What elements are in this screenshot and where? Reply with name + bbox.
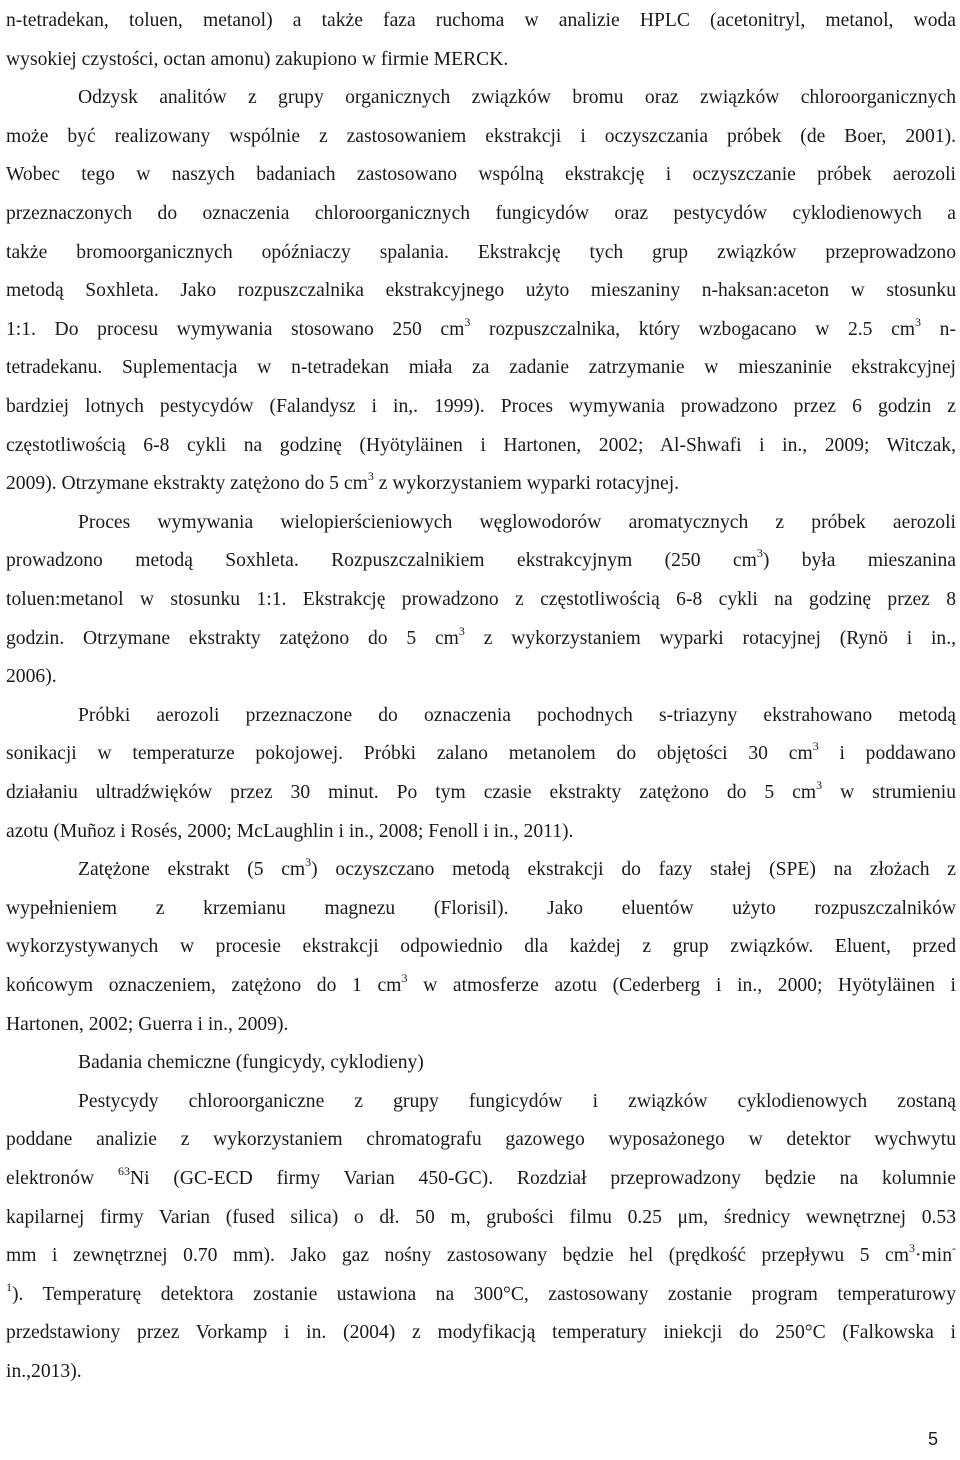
text-line xyxy=(6,928,956,967)
text-segment: Ni (GC-ECD firmy Varian 450-GC). Rozdział przeprowadzony będzie na kolumnie xyxy=(129,1168,956,1189)
text-line xyxy=(6,118,956,157)
text-segment: metodą Soxhleta. Jako rozpuszczalnika ekstrakcyjnego użyto mieszaniny n-haksan:aceton w stosunku xyxy=(6,280,956,302)
text-segment: ) oczyszczano metodą ekstrakcji do fazy stałej (SPE) na złożach z xyxy=(311,859,956,881)
text-segment: rozpuszczalnika, który wzbogacano w 2.5 cm xyxy=(470,318,916,340)
superscript: 3 xyxy=(464,314,471,329)
text-line xyxy=(6,620,956,659)
text-segment: 2009). Otrzymane ekstrakty zatężono do 5 cm xyxy=(6,473,368,495)
text-segment: tetradekanu. Suplementacja w n-tetradekan miała za zadanie zatrzymanie w mieszaninie ekstrakcyjnej xyxy=(6,357,956,379)
text-line xyxy=(6,581,956,620)
text-line xyxy=(6,311,956,350)
text-segment: in.,2013). xyxy=(6,1361,82,1382)
text-line xyxy=(6,1237,956,1276)
text-line xyxy=(6,658,956,697)
text-segment: godzin. Otrzymane ekstrakty zatężono do 5 cm xyxy=(6,627,459,649)
superscript: 3 xyxy=(458,623,465,638)
text-line xyxy=(6,41,956,80)
text-segment: i poddawano xyxy=(818,743,956,765)
text-segment: Odzysk analitów z grupy organicznych związków bromu oraz związków chloroorganicznych xyxy=(78,87,956,109)
text-line xyxy=(6,967,956,1006)
text-segment: może być realizowany wspólnie z zastosowaniem ekstrakcji i oczyszczania próbek (de Boer, 2001). xyxy=(6,125,956,147)
text-line xyxy=(78,697,956,736)
superscript: 3 xyxy=(812,739,819,754)
text-line xyxy=(6,2,956,41)
superscript: - xyxy=(952,1241,956,1256)
text-segment: ·min xyxy=(914,1245,952,1267)
text-line xyxy=(6,890,956,929)
text-segment: n- xyxy=(921,318,956,340)
text-segment: Wobec tego w naszych badaniach zastosowano wspólną ekstrakcję i oczyszczanie próbek aerozoli xyxy=(6,164,956,186)
text-segment: ) była mieszanina xyxy=(762,550,956,572)
text-segment: bardziej lotnych pestycydów (Falandysz i in,. 1999). Proces wymywania prowadzono przez 6 godzin z xyxy=(6,396,956,417)
text-segment: azotu (Muñoz i Rosés, 2000; McLaughlin i in., 2008; Fenoll i in., 2011). xyxy=(6,820,574,842)
superscript: 3 xyxy=(305,855,312,870)
text-line xyxy=(78,79,956,118)
text-line xyxy=(6,349,956,388)
text-line xyxy=(6,272,956,311)
text-segment: częstotliwością 6-8 cykli na godzinę (Hyötyläinen i Hartonen, 2002; Al-Shwafi i in., 2009; Witczak, xyxy=(6,434,956,456)
text-line xyxy=(6,234,956,273)
text-segment: z wykorzystaniem wyparki rotacyjnej. xyxy=(373,473,680,495)
superscript: 3 xyxy=(367,469,374,484)
text-segment: przedstawiony przez Vorkamp i in. (2004) z modyfikacją temperatury iniekcji do 250°C (Falkowska i xyxy=(6,1322,956,1344)
text-segment: przeznaczonych do oznaczenia chloroorganicznych fungicydów oraz pestycydów cyklodienowych a xyxy=(6,203,956,224)
page-number: 5 xyxy=(928,1429,939,1449)
text-segment: Pestycydy chloroorganiczne z grupy fungicydów i związków cyklodienowych zostaną xyxy=(78,1090,956,1112)
text-segment: kapilarnej firmy Varian (fused silica) o dł. 50 m, grubości filmu 0.25 μm, średnicy wewnętrznej 0.53 xyxy=(6,1206,956,1228)
text-segment: wysokiej czystości, octan amonu) zakupiono w firmie MERCK. xyxy=(6,48,509,70)
text-line xyxy=(6,156,956,195)
text-segment: 1:1. Do procesu wymywania stosowano 250 cm xyxy=(6,318,465,340)
text-segment: mm i zewnętrznej 0.70 mm). Jako gaz nośny zastosowany będzie hel (prędkość przepływu 5 cm xyxy=(6,1245,909,1267)
text-line xyxy=(78,1083,956,1122)
text-segment: 2006). xyxy=(6,666,57,688)
text-line xyxy=(6,1121,956,1160)
text-line xyxy=(78,1044,956,1083)
text-line xyxy=(6,427,956,466)
text-line xyxy=(6,1276,956,1315)
superscript: 3 xyxy=(816,778,823,792)
superscript: 3 xyxy=(908,1241,915,1256)
text-line xyxy=(6,774,956,813)
text-segment: Próbki aerozoli przeznaczone do oznaczenia pochodnych s-triazyny ekstrahowano metodą xyxy=(78,704,956,726)
text-segment: wykorzystywanych w procesie ekstrakcji odpowiednio dla każdej z grup związków. Eluent, przed xyxy=(6,936,956,958)
text-segment: także bromoorganicznych opóźniaczy spalania. Ekstrakcję tych grup związków przeprowadzono xyxy=(6,241,956,263)
text-segment: Zatężone ekstrakt (5 cm xyxy=(78,859,306,881)
superscript: 3 xyxy=(401,971,408,985)
text-segment: wypełnieniem z krzemianu magnezu (Florisil). Jako eluentów użyto rozpuszczalników xyxy=(6,897,956,919)
superscript: 1 xyxy=(6,1279,12,1294)
text-line xyxy=(6,465,956,504)
text-segment: ). Temperaturę detektora zostanie ustawiona na 300°C, zastosowany zostanie program temperaturowy xyxy=(12,1283,956,1305)
text-segment: Proces wymywania wielopierścieniowych węglowodorów aromatycznych z próbek aerozoli xyxy=(78,511,956,533)
text-segment: sonikacji w temperaturze pokojowej. Próbki zalano metanolem do objętości 30 cm xyxy=(6,743,813,765)
text-segment: elektronów xyxy=(6,1168,118,1189)
text-line xyxy=(6,1160,956,1199)
text-segment: działaniu ultradźwięków przez 30 minut. Po tym czasie ekstrakty zatężono do 5 cm xyxy=(6,782,817,803)
text-line xyxy=(6,542,956,581)
text-line xyxy=(6,735,956,774)
text-line xyxy=(6,388,956,427)
text-segment: w atmosferze azotu (Cederberg i in., 2000; Hyötyläinen i xyxy=(407,975,957,996)
text-segment: Badania chemiczne (fungicydy, cyklodieny) xyxy=(78,1052,424,1074)
text-segment: n-tetradekan, toluen, metanol) a także faza ruchoma w analizie HPLC (acetonitryl, metanol, woda xyxy=(6,10,956,31)
text-segment: z wykorzystaniem wyparki rotacyjnej (Rynö i in., xyxy=(464,627,956,649)
text-line xyxy=(6,1353,956,1392)
text-segment: końcowym oznaczeniem, zatężono do 1 cm xyxy=(6,975,402,996)
text-line xyxy=(6,813,956,852)
text-segment: toluen:metanol w stosunku 1:1. Ekstrakcję prowadzono z częstotliwością 6-8 cykli na godzinę przez 8 xyxy=(6,589,956,610)
text-line xyxy=(78,851,956,890)
text-line xyxy=(78,504,956,543)
text-line xyxy=(6,1006,956,1045)
text-segment: poddane analizie z wykorzystaniem chromatografu gazowego wyposażonego w detektor wychwytu xyxy=(6,1129,956,1151)
text-line xyxy=(6,1314,956,1353)
text-segment: w strumieniu xyxy=(822,782,956,803)
superscript: 3 xyxy=(915,314,922,329)
text-segment: prowadzono metodą Soxhleta. Rozpuszczalnikiem ekstrakcyjnym (250 cm xyxy=(6,550,757,572)
text-segment: Hartonen, 2002; Guerra i in., 2009). xyxy=(6,1013,289,1035)
superscript: 63 xyxy=(117,1164,130,1178)
text-line xyxy=(6,1199,956,1238)
text-line xyxy=(6,195,956,234)
superscript: 3 xyxy=(756,546,763,561)
